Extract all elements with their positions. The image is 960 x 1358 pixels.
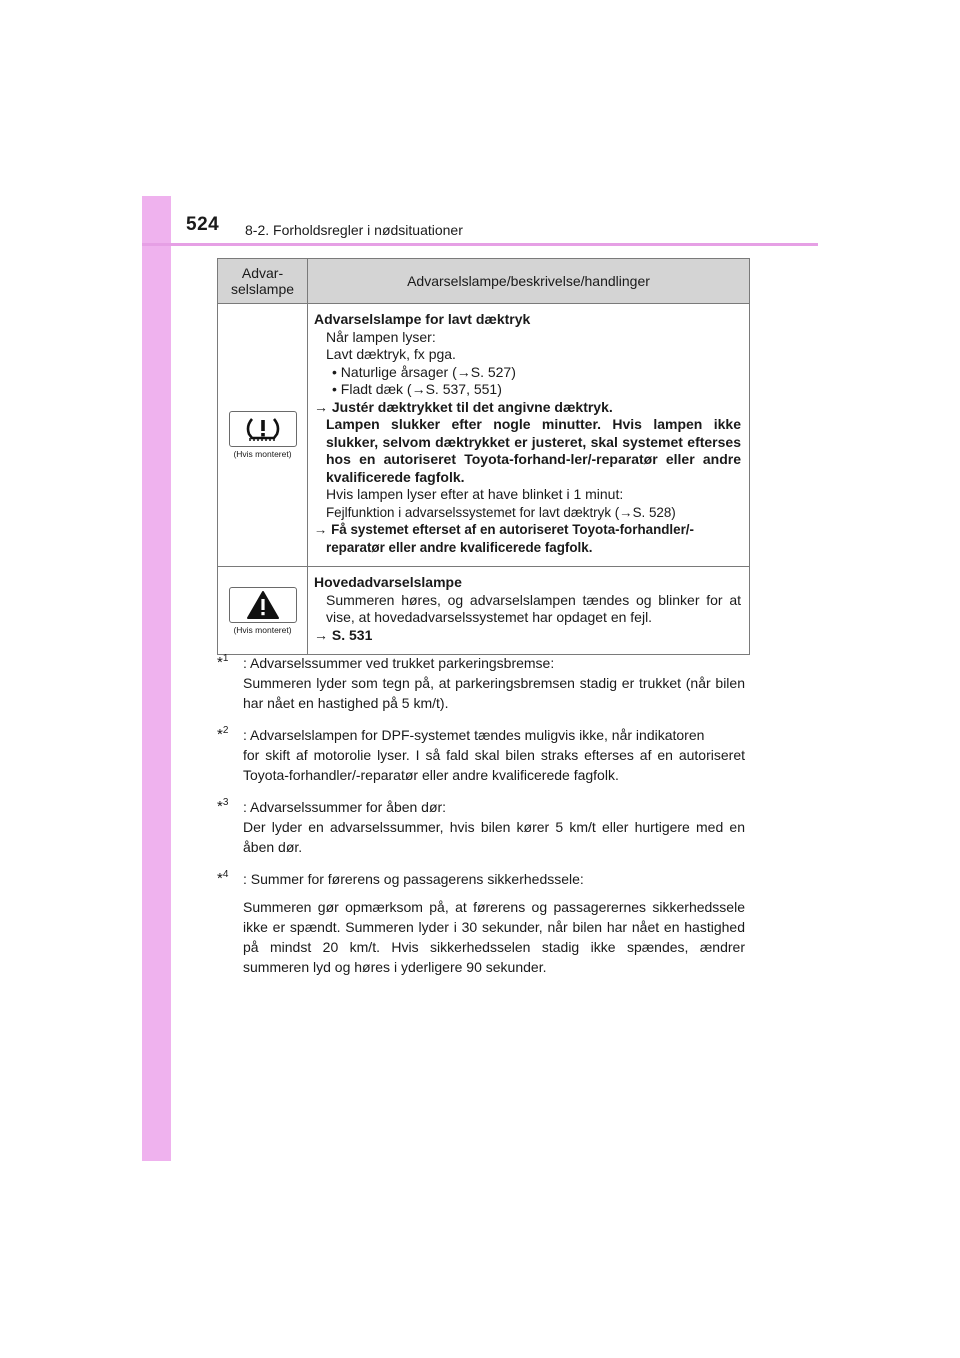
lamp-title: Hovedadvarselslampe <box>314 574 462 590</box>
column-header-lamp-line2: selslampe <box>230 281 295 297</box>
warning-lamp-table <box>217 258 750 655</box>
page-number: 524 <box>186 214 220 235</box>
footnote-mark: *$^2$ <box>217 725 229 743</box>
footnote-head: : Advarselssummer ved trukket parkeringsbremse: <box>243 655 555 671</box>
description-cell <box>308 567 750 655</box>
lamp-note: (Hvis monteret) <box>233 449 292 459</box>
desc-line: Summeren høres, og advarselslampen tændes og blinker for at vise, at hovedadvarselssystemet har opdaget en fejl. <box>326 591 741 625</box>
desc-line: Når lampen lyser: <box>326 328 436 345</box>
footnote-body: for skift af motorolie lyser. I så fald skal bilen straks efterses af en autoriseret Toyota-forhandler/-reparatør eller andre kvalificerede fagfolk. <box>243 747 745 783</box>
section-title: 8-2. Forholdsregler i nødsituationer <box>245 222 463 238</box>
desc-line: Hvis lampen lyser efter at have blinket i 1 minut: <box>326 486 624 502</box>
footnote-mark: *$^3$ <box>217 797 229 815</box>
action-line: → S. 531 <box>314 626 373 643</box>
footnote-body: Summeren gør opmærksom på, at førerens og passagerernes sikkerhedssele ikke er spændt. Summeren lyder i 30 sekunder, når bilen har nået en hastighed på mindst 20 km/t. Hvis sikkerhedsselen stadig ikke spændes, ændrer summeren lyd og høres i yderligere 90 sekunder. <box>243 899 745 975</box>
action-continuation: reparatør eller andre kvalificerede fagfolk. <box>326 539 593 555</box>
footnote-head: : Advarselslampen for DPF-systemet tændes muligvis ikke, når indikatoren <box>243 727 705 743</box>
side-tab-bar <box>142 196 171 1161</box>
footnote <box>217 725 745 785</box>
footnote <box>217 869 745 977</box>
description-cell <box>308 304 750 567</box>
table-row <box>218 567 750 655</box>
footnote-head: : Summer for førerens og passagerens sikkerhedssele: <box>243 871 584 887</box>
footnote-body: Der lyder en advarselssummer, hvis bilen kører 5 km/t eller hurtigere med en åben dør. <box>243 819 745 855</box>
column-header-description: Advarselslampe/beskrivelse/handlinger <box>308 259 750 304</box>
lamp-title: Advarselslampe for lavt dæktryk <box>314 311 531 327</box>
header-rule <box>142 243 818 246</box>
footnotes <box>217 653 745 989</box>
footnote-body: Summeren lyder som tegn på, at parkeringsbremsen stadig er trukket (når bilen har nået en hastighed på 5 km/t). <box>243 675 745 711</box>
desc-line: Lavt dæktryk, fx pga. <box>326 346 456 362</box>
desc-line: Fejlfunktion i advarselssystemet for lavt dæktryk (→S. 528) <box>326 504 676 520</box>
lamp-note: (Hvis monteret) <box>233 624 292 635</box>
tire-pressure-warning-icon <box>229 411 297 447</box>
footnote <box>217 797 745 857</box>
column-header-lamp-line1: Advar- <box>241 265 284 281</box>
table-row <box>218 304 750 567</box>
footnote <box>217 653 745 713</box>
column-header-lamp <box>218 259 308 304</box>
action-line: → Få systemet efterset af en autoriseret Toyota-forhandler/- <box>314 522 694 537</box>
bullet-item: • Naturlige årsager (→S. 527) <box>332 363 516 380</box>
footnote-mark: *$^1$ <box>217 653 229 671</box>
lamp-cell <box>218 304 308 567</box>
master-warning-triangle-icon <box>229 587 297 623</box>
bullet-item: • Fladt dæk (→S. 537, 551) <box>332 381 502 397</box>
lamp-cell <box>218 567 308 655</box>
footnote-mark: *$^4$ <box>217 869 229 887</box>
table-header-row <box>218 259 750 304</box>
action-line: → Justér dæktrykket til det angivne dæktryk. <box>314 398 613 415</box>
action-continuation: Lampen slukker efter nogle minutter. Hvis lampen ikke slukker, selvom dæktrykket er justeret, skal systemet efterses hos en autoriseret Toyota-forhand-ler/-reparatør eller andre kvalificerede fagfolk. <box>326 416 741 485</box>
footnote-head: : Advarselssummer for åben dør: <box>243 799 447 815</box>
